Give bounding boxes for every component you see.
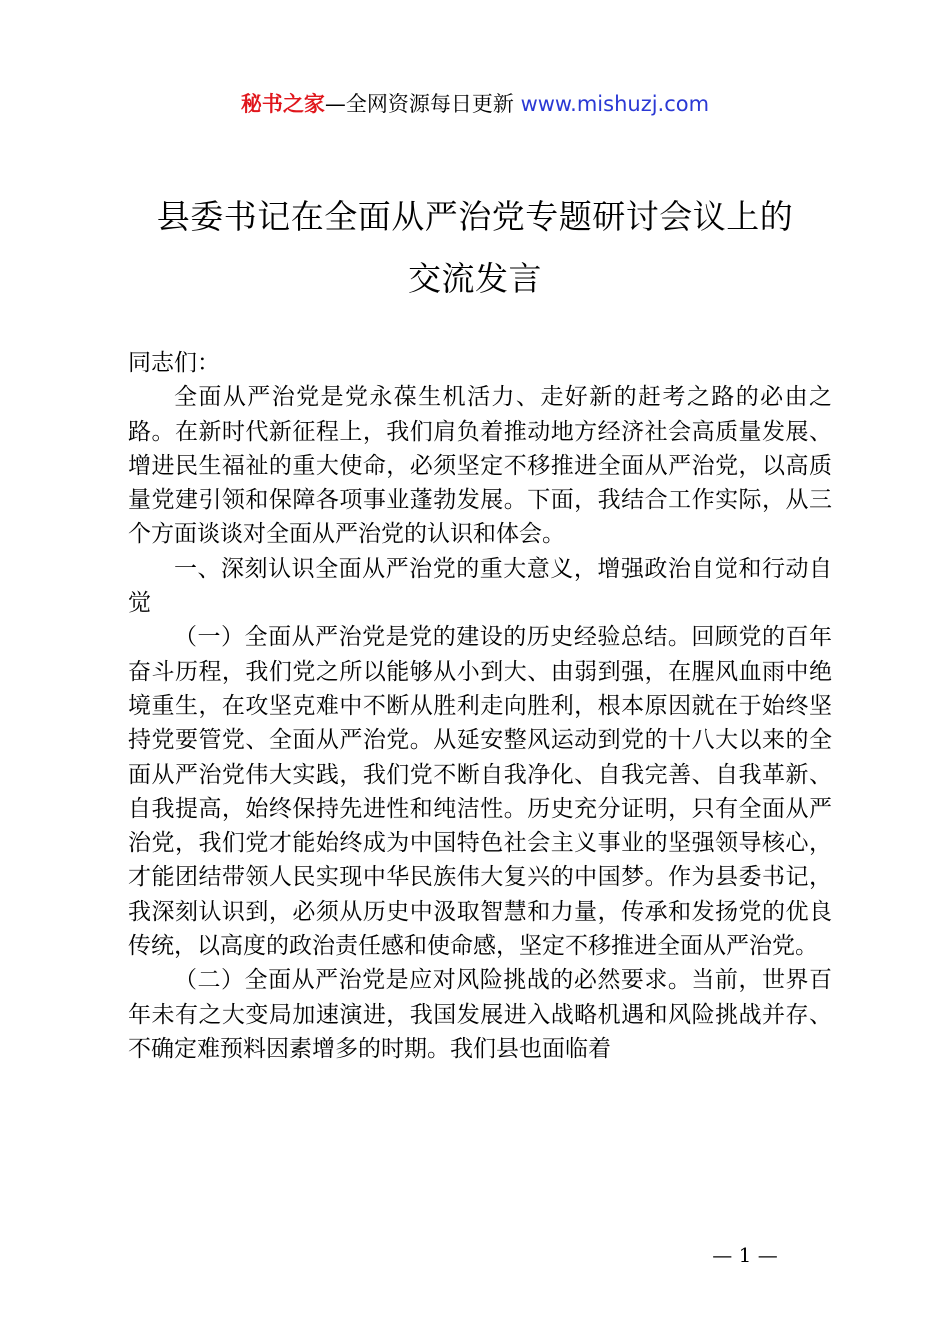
salutation: 同志们：: [128, 350, 220, 376]
subsection-paragraph-2: （二）全面从严治党是应对风险挑战的必然要求。当前，世界百年未有之大变局加速演进，我国发展进入战略机遇和风险挑战并存、不确定难预料因素增多的时期。我们县也面临着: [128, 967, 832, 1062]
section-heading-1: 一、深刻认识全面从严治党的重大意义，增强政治自觉和行动自觉: [128, 555, 832, 617]
intro-paragraph: 全面从严治党是党永葆生机活力、走好新的赶考之路的必由之路。在新时代新征程上，我们肩负着推动地方经济社会高质量发展、增进民生福祉的重大使命，必须坚定不移推进全面从严治党，以高质量党建引领和保障各项事业蓬勃发展。下面，我结合工作实际，从三个方面谈谈对全面从严治党的认识和体会。: [128, 384, 832, 548]
header-tagline: —全网资源每日更新: [324, 92, 514, 116]
title-line-2: 交流发言: [408, 259, 542, 298]
subsection-paragraph-1: （一）全面从严治党是党的建设的历史经验总结。回顾党的百年奋斗历程，我们党之所以能够从小到大、由弱到强，在腥风血雨中绝境重生，在攻坚克难中不断从胜利走向胜利，根本原因就在于始终坚持党要管党、全面从严治党。从延安整风运动到党的十八大以来的全面从严治党伟大实践，我们党不断自我净化、自我完善、自我革新、自我提高，始终保持先进性和纯洁性。历史充分证明，只有全面从严治党，我们党才能始终成为中国特色社会主义事业的坚强领导核心，才能团结带领人民实现中华民族伟大复兴的中国梦。作为县委书记，我深刻认识到，必须从历史中汲取智慧和力量，传承和发扬党的优良传统，以高度的政治责任感和使命感，坚定不移推进全面从严治党。: [128, 624, 832, 960]
document-body: [128, 346, 832, 1066]
document-title: [90, 186, 860, 310]
page-number: — 1 —: [712, 1243, 778, 1267]
site-url-link[interactable]: www.mishuzj.com: [520, 92, 710, 116]
title-line-1: 县委书记在全面从严治党专题研讨会议上的: [156, 197, 794, 236]
brand-name: 秘书之家: [240, 92, 325, 116]
site-header: [0, 84, 950, 124]
